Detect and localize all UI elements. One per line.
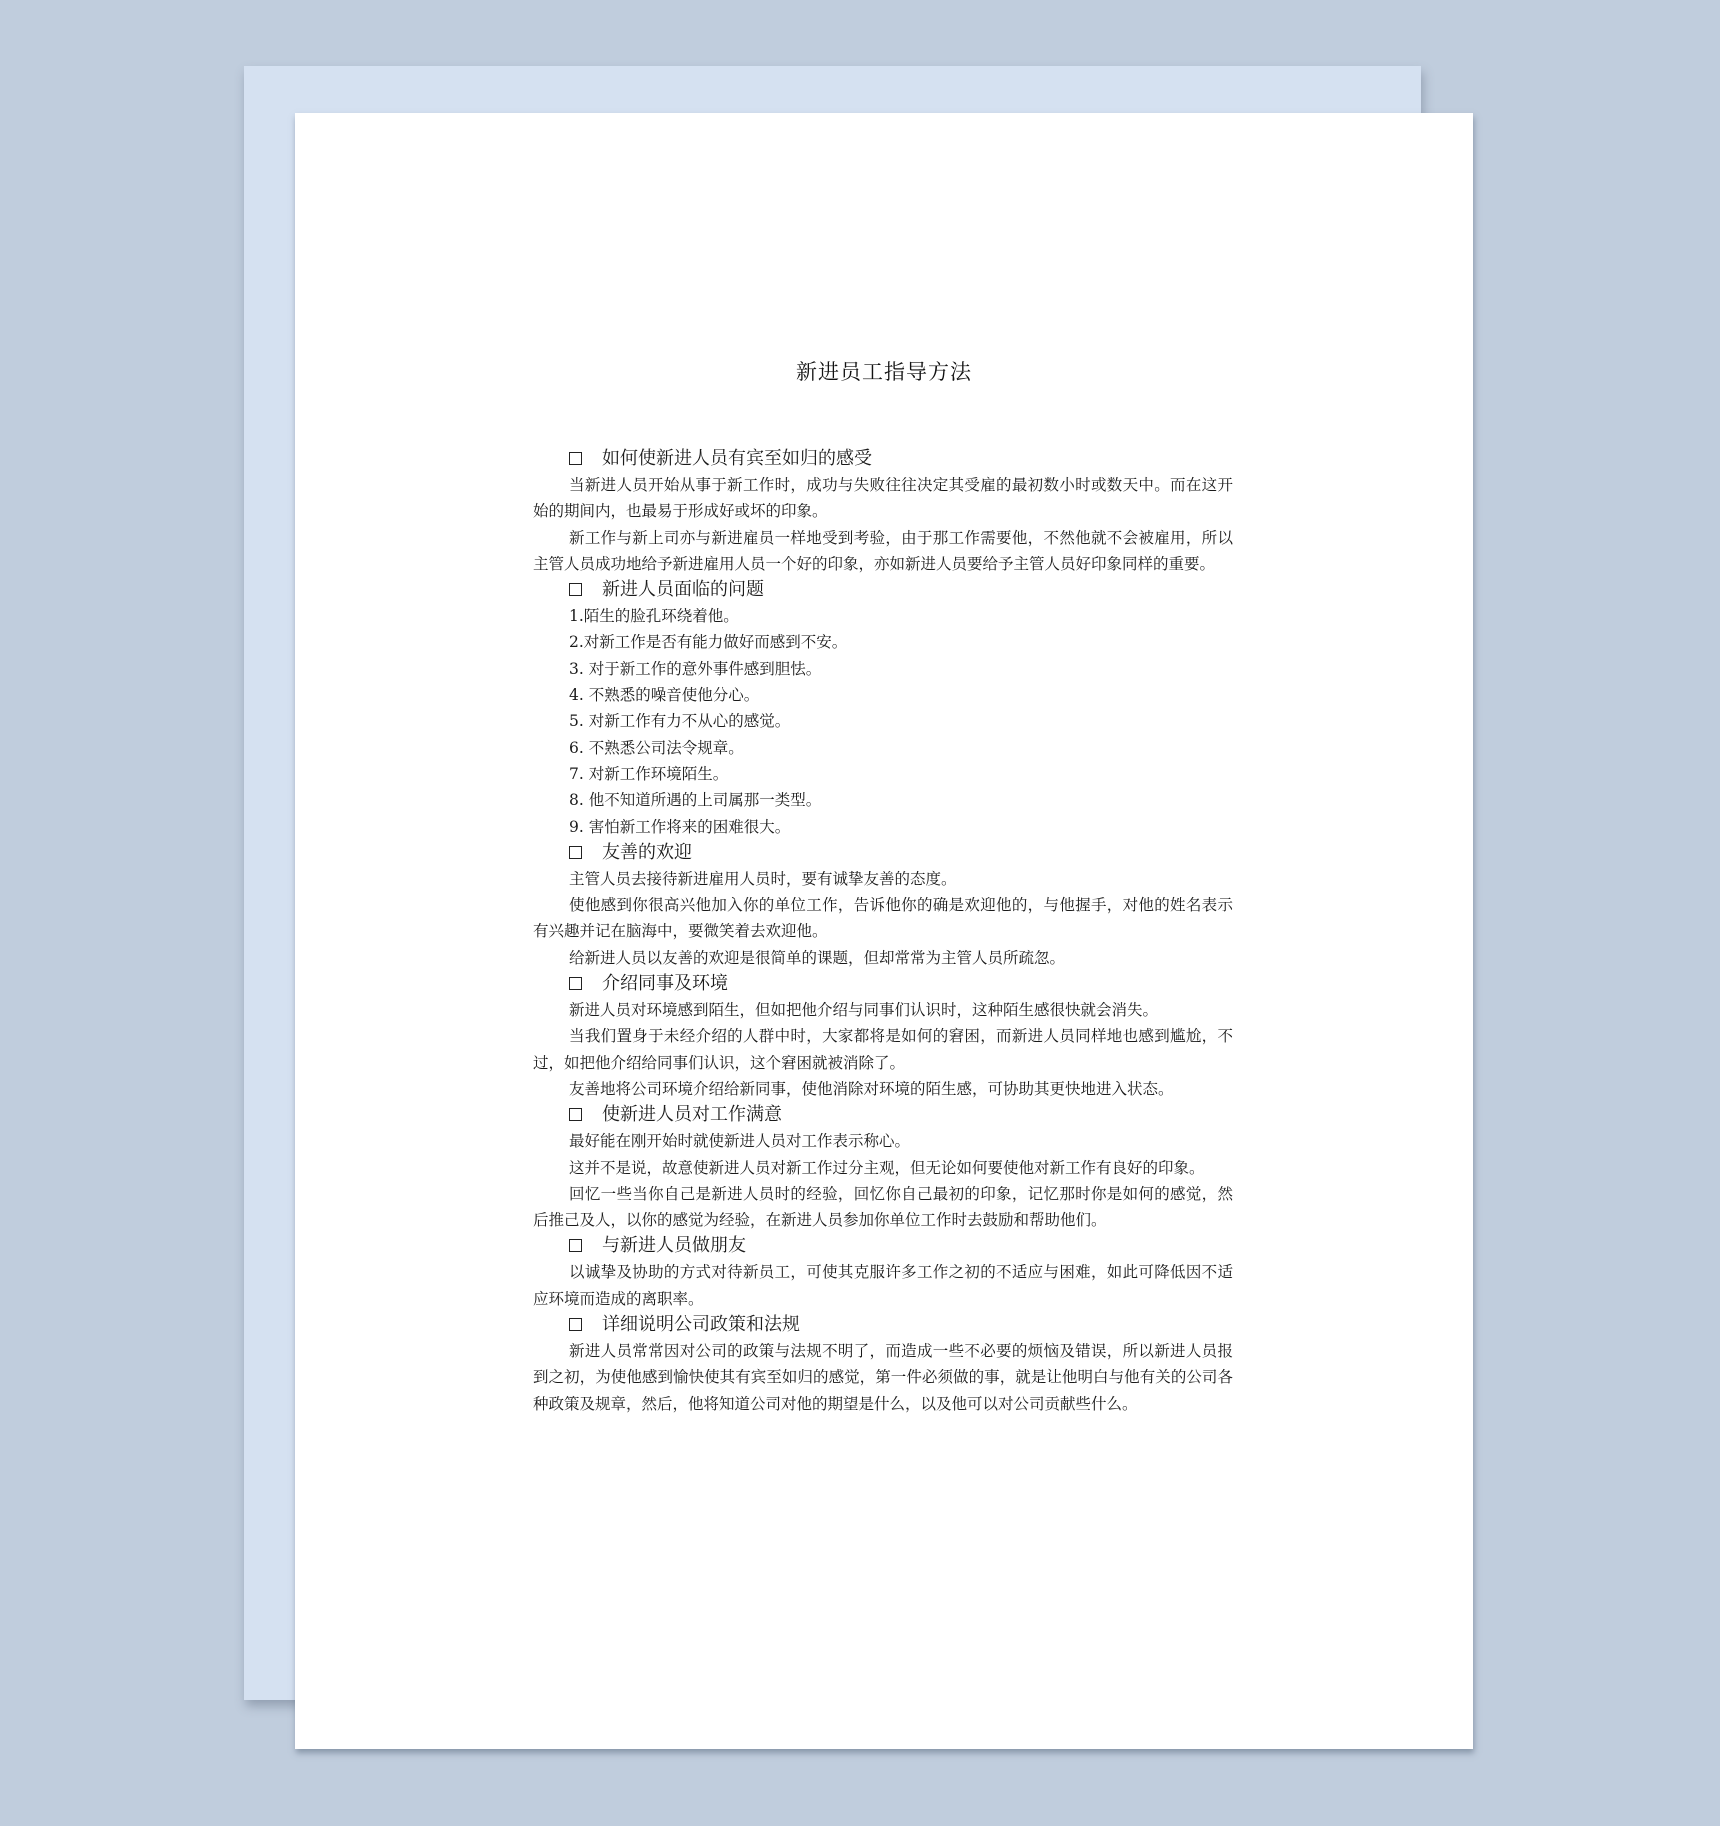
paragraph: 以诚挚及协助的方式对待新员工，可使其克服许多工作之初的不适应与困难，如此可降低因不适应环境而造成的离职率。	[533, 1263, 1233, 1308]
section-heading: 新进人员面临的问题	[533, 577, 1233, 603]
document-body	[533, 446, 1233, 1417]
section-heading: 介绍同事及环境	[533, 971, 1233, 997]
list-item: 6. 不熟悉公司法令规章。	[569, 738, 744, 757]
checkbox-bullet-icon	[569, 977, 582, 990]
section-heading: 详细说明公司政策和法规	[533, 1312, 1233, 1338]
paragraph: 当我们置身于未经介绍的人群中时，大家都将是如何的窘困，而新进人员同样地也感到尴尬，不过，如把他介绍给同事们认识，这个窘困就被消除了。	[533, 1027, 1233, 1072]
list-item: 4. 不熟悉的噪音使他分心。	[569, 686, 760, 705]
paragraph: 主管人员去接待新进雇用人员时，要有诚挚友善的态度。	[569, 869, 957, 888]
section-heading: 如何使新进人员有宾至如归的感受	[533, 446, 1233, 472]
paragraph: 新进人员对环境感到陌生，但如把他介绍与同事们认识时，这种陌生感很快就会消失。	[569, 1001, 1159, 1020]
paragraph: 使他感到你很高兴他加入你的单位工作，告诉他你的确是欢迎他的，与他握手，对他的姓名表示有兴趣并记在脑海中，要微笑着去欢迎他。	[533, 896, 1233, 941]
checkbox-bullet-icon	[569, 583, 582, 596]
list-item: 9. 害怕新工作将来的困难很大。	[569, 817, 791, 836]
checkbox-bullet-icon	[569, 1239, 582, 1252]
checkbox-bullet-icon	[569, 452, 582, 465]
document-title: 新进员工指导方法	[796, 360, 972, 384]
list-item: 1.陌生的脸孔环绕着他。	[569, 607, 739, 626]
front-page-sheet	[295, 113, 1473, 1749]
paragraph: 给新进人员以友善的欢迎是很简单的课题，但却常常为主管人员所疏忽。	[569, 948, 1066, 967]
checkbox-bullet-icon	[569, 1318, 582, 1331]
list-item: 8. 他不知道所遇的上司属那一类型。	[569, 791, 822, 810]
list-item: 5. 对新工作有力不从心的感觉。	[569, 712, 791, 731]
paragraph: 当新进人员开始从事于新工作时，成功与失败往往决定其受雇的最初数小时或数天中。而在这开始的期间内，也最易于形成好或坏的印象。	[533, 476, 1233, 521]
paragraph: 回忆一些当你自己是新进人员时的经验，回忆你自己最初的印象，记忆那时你是如何的感觉，然后推己及人，以你的感觉为经验，在新进人员参加你单位工作时去鼓励和帮助他们。	[533, 1184, 1233, 1230]
paragraph: 新工作与新上司亦与新进雇员一样地受到考验，由于那工作需要他，不然他就不会被雇用，所以主管人员成功地给予新进雇用人员一个好的印象，亦如新进人员要给予主管人员好印象同样的重要。	[533, 528, 1233, 573]
paragraph: 友善地将公司环境介绍给新同事，使他消除对环境的陌生感，可协助其更快地进入状态。	[569, 1079, 1174, 1098]
list-item: 7. 对新工作环境陌生。	[569, 764, 729, 783]
section-heading: 使新进人员对工作满意	[533, 1102, 1233, 1128]
checkbox-bullet-icon	[569, 846, 582, 859]
list-item: 2.对新工作是否有能力做好而感到不安。	[569, 633, 848, 652]
paragraph: 新进人员常常因对公司的政策与法规不明了，而造成一些不必要的烦恼及错误，所以新进人员报到之初，为使他感到愉快使其有宾至如归的感觉，第一件必须做的事，就是让他明白与他有关的公司各种政策及规章，然后，他将知道公司对他的期望是什么，以及他可以对公司贡献些什么。	[533, 1342, 1233, 1413]
list-item: 3. 对于新工作的意外事件感到胆怯。	[569, 659, 822, 678]
paragraph: 最好能在刚开始时就使新进人员对工作表示称心。	[569, 1132, 911, 1151]
paragraph: 这并不是说，故意使新进人员对新工作过分主观，但无论如何要使他对新工作有良好的印象。	[569, 1158, 1205, 1177]
section-heading: 与新进人员做朋友	[533, 1233, 1233, 1259]
section-heading: 友善的欢迎	[533, 840, 1233, 866]
checkbox-bullet-icon	[569, 1108, 582, 1121]
